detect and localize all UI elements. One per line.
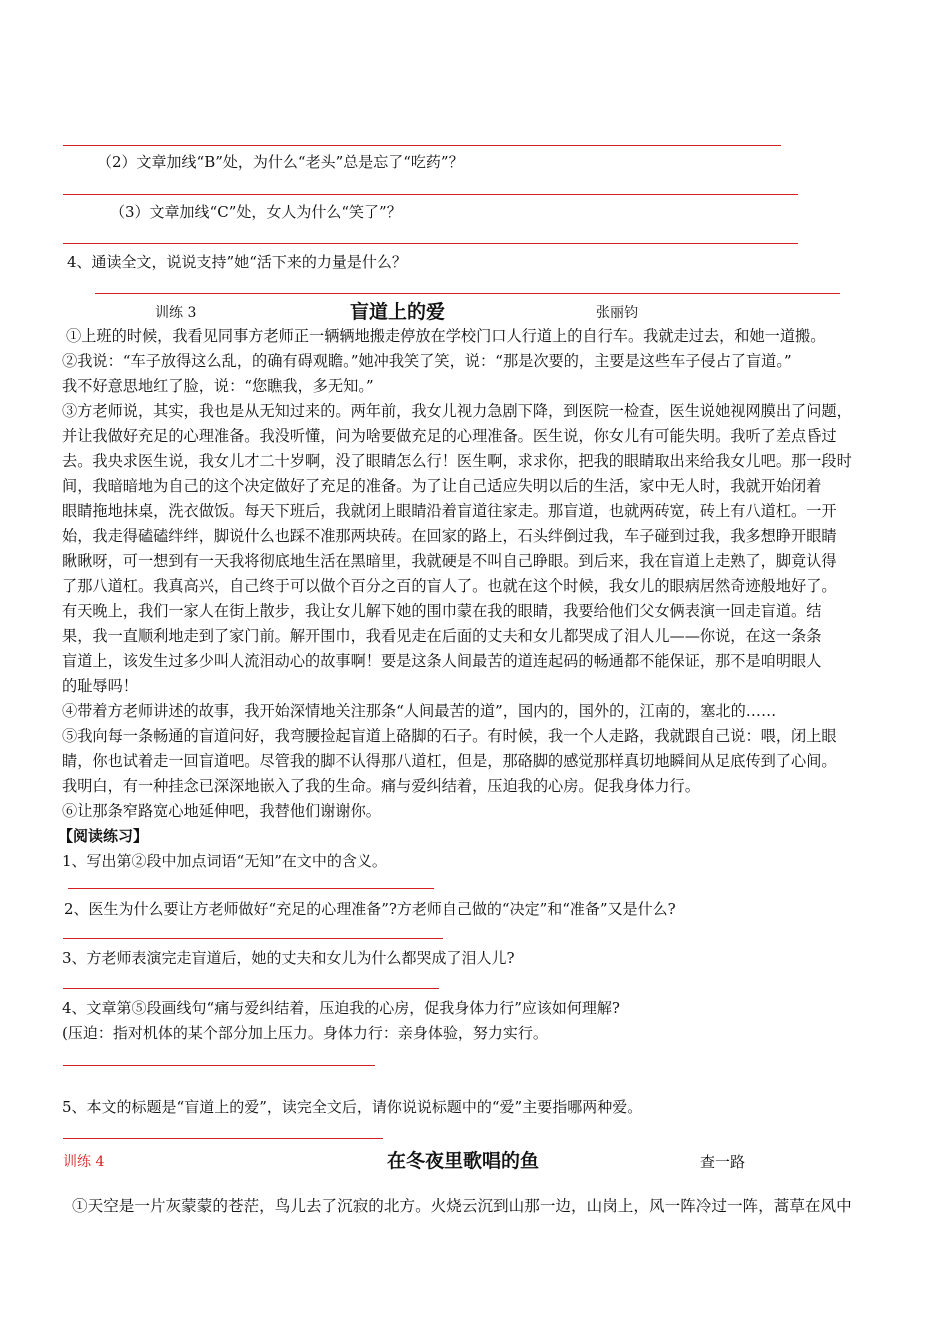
exercise-q5: 5、本文的标题是“盲道上的爱”，读完全文后，请你说说标题中的“爱”主要指哪两种爱。 (62, 1098, 643, 1116)
article-line: 并让我做好充足的心理准备。我没听懂，问为啥要做充足的心理准备。医生说，你女儿有可能失明。我听了差点昏过 (62, 427, 837, 445)
answer-line (95, 293, 840, 294)
training-3-label: 训练 3 (155, 305, 197, 321)
exercise-heading: 【阅读练习】 (58, 827, 149, 845)
training-4-title: 在冬夜里歌唱的鱼 (387, 1150, 540, 1172)
training-4-label: 训练 4 (63, 1154, 105, 1170)
article-line: ①上班的时候，我看见同事方老师正一辆辆地搬走停放在学校门口人行道上的自行车。我就走过去，和她一道搬。 (66, 327, 826, 345)
exercise-q2: 2、医生为什么要让方老师做好“充足的心理准备”?方老师自己做的“决定”和“准备”又是什么? (64, 900, 676, 918)
article-line: 眼睛拖地抹桌，洗衣做饭。每天下班后，我就闭上眼睛沿着盲道往家走。那盲道，也就两砖宽，砖上有八道杠。一开 (62, 502, 837, 520)
training-3-title: 盲道上的爱 (350, 301, 446, 323)
answer-line (63, 243, 798, 244)
exercise-q4: 4、文章第⑤段画线句“痛与爱纠结着，压迫我的心房，促我身体力行”应该如何理解? (62, 999, 620, 1017)
answer-line (63, 938, 443, 939)
article-line: ②我说：“车子放得这么乱，的确有碍观瞻。”她冲我笑了笑，说：“那是次要的，主要是这些车子侵占了盲道。” (62, 352, 792, 370)
article-line: 果，我一直顺利地走到了家门前。解开围巾，我看见走在后面的丈夫和女儿都哭成了泪人儿——你说，在这一条条 (62, 627, 822, 645)
article-line: ⑤我向每一条畅通的盲道问好，我弯腰捡起盲道上硌脚的石子。有时候，我一个人走路，我就跟自己说：喂，闭上眼 (62, 727, 837, 745)
training-3-author: 张丽钧 (596, 305, 638, 321)
article-line: 始，我走得磕磕绊绊，脚说什么也踩不准那两块砖。在回家的路上，石头绊倒过我，车子碰到过我，我多想睁开眼睛 (62, 527, 837, 545)
article-line: 瞅瞅呀，可一想到有一天我将彻底地生活在黑暗里，我就硬是不叫自己睁眼。到后来，我在盲道上走熟了，脚竟认得 (62, 552, 837, 570)
exercise-q4-note: (压迫：指对机体的某个部分加上压力。身体力行：亲身体验，努力实行。 (62, 1024, 548, 1042)
article-line: 了那八道杠。我真高兴，自己终于可以做个百分之百的盲人了。也就在这个时候，我女儿的眼病居然奇迹般地好了。 (62, 577, 837, 595)
article-line: 去。我央求医生说，我女儿才二十岁啊，没了眼睛怎么行！医生啊，求求你，把我的眼睛取出来给我女儿吧。那一段时 (62, 452, 852, 470)
article-line: 间，我暗暗地为自己的这个决定做好了充足的准备。为了让自己适应失明以后的生活，家中无人时，我就开始闭着 (62, 477, 822, 495)
question-4: 4、通读全文，说说支持”她“活下来的力量是什么？ (67, 253, 407, 271)
article-line: 我明白，有一种挂念已深深地嵌入了我的生命。痛与爱纠结着，压迫我的心房。促我身体力行。 (62, 777, 700, 795)
article-line: 我不好意思地红了脸，说：“您瞧我，多无知。” (62, 377, 374, 395)
answer-line (63, 145, 781, 146)
question-3: （3）文章加线“C”处，女人为什么“笑了”？ (110, 203, 402, 221)
article-line: 有天晚上，我们一家人在街上散步，我让女儿解下她的围巾蒙在我的眼睛，我要给他们父女俩表演一回走盲道。结 (62, 602, 822, 620)
article-line: 的耻辱吗！ (62, 677, 138, 695)
question-2: （2）文章加线“B”处，为什么“老头”总是忘了“吃药”？ (97, 153, 464, 171)
answer-line (63, 1065, 375, 1066)
article-line: ⑥让那条窄路宽心地延伸吧，我替他们谢谢你。 (62, 802, 381, 820)
training-4-line: ①天空是一片灰蒙蒙的苍茫，鸟儿去了沉寂的北方。火烧云沉到山那一边，山岗上，风一阵冷过一阵，蒿草在风中 (72, 1197, 852, 1215)
answer-line (63, 988, 439, 989)
article-line: ④带着方老师讲述的故事，我开始深情地关注那条“人间最苦的道”，国内的，国外的，江南的，塞北的…… (62, 702, 777, 720)
answer-line (68, 888, 434, 889)
training-4-author: 查一路 (700, 1153, 746, 1171)
article-line: ③方老师说，其实，我也是从无知过来的。两年前，我女儿视力急剧下降，到医院一检查，医生说她视网膜出了问题， (62, 402, 852, 420)
answer-line (63, 194, 798, 195)
exercise-q1: 1、写出第②段中加点词语“无知”在文中的含义。 (62, 852, 387, 870)
answer-line (63, 1138, 383, 1139)
article-line: 盲道上，该发生过多少叫人流泪动心的故事啊！要是这条人间最苦的道连起码的畅通都不能保证，那不是咱明眼人 (62, 652, 822, 670)
article-line: 睛，你也试着走一回盲道吧。尽管我的脚不认得那八道杠，但是，那硌脚的感觉那样真切地瞬间从足底传到了心间。 (62, 752, 837, 770)
exercise-q3: 3、方老师表演完走盲道后，她的丈夫和女儿为什么都哭成了泪人儿? (62, 949, 515, 967)
